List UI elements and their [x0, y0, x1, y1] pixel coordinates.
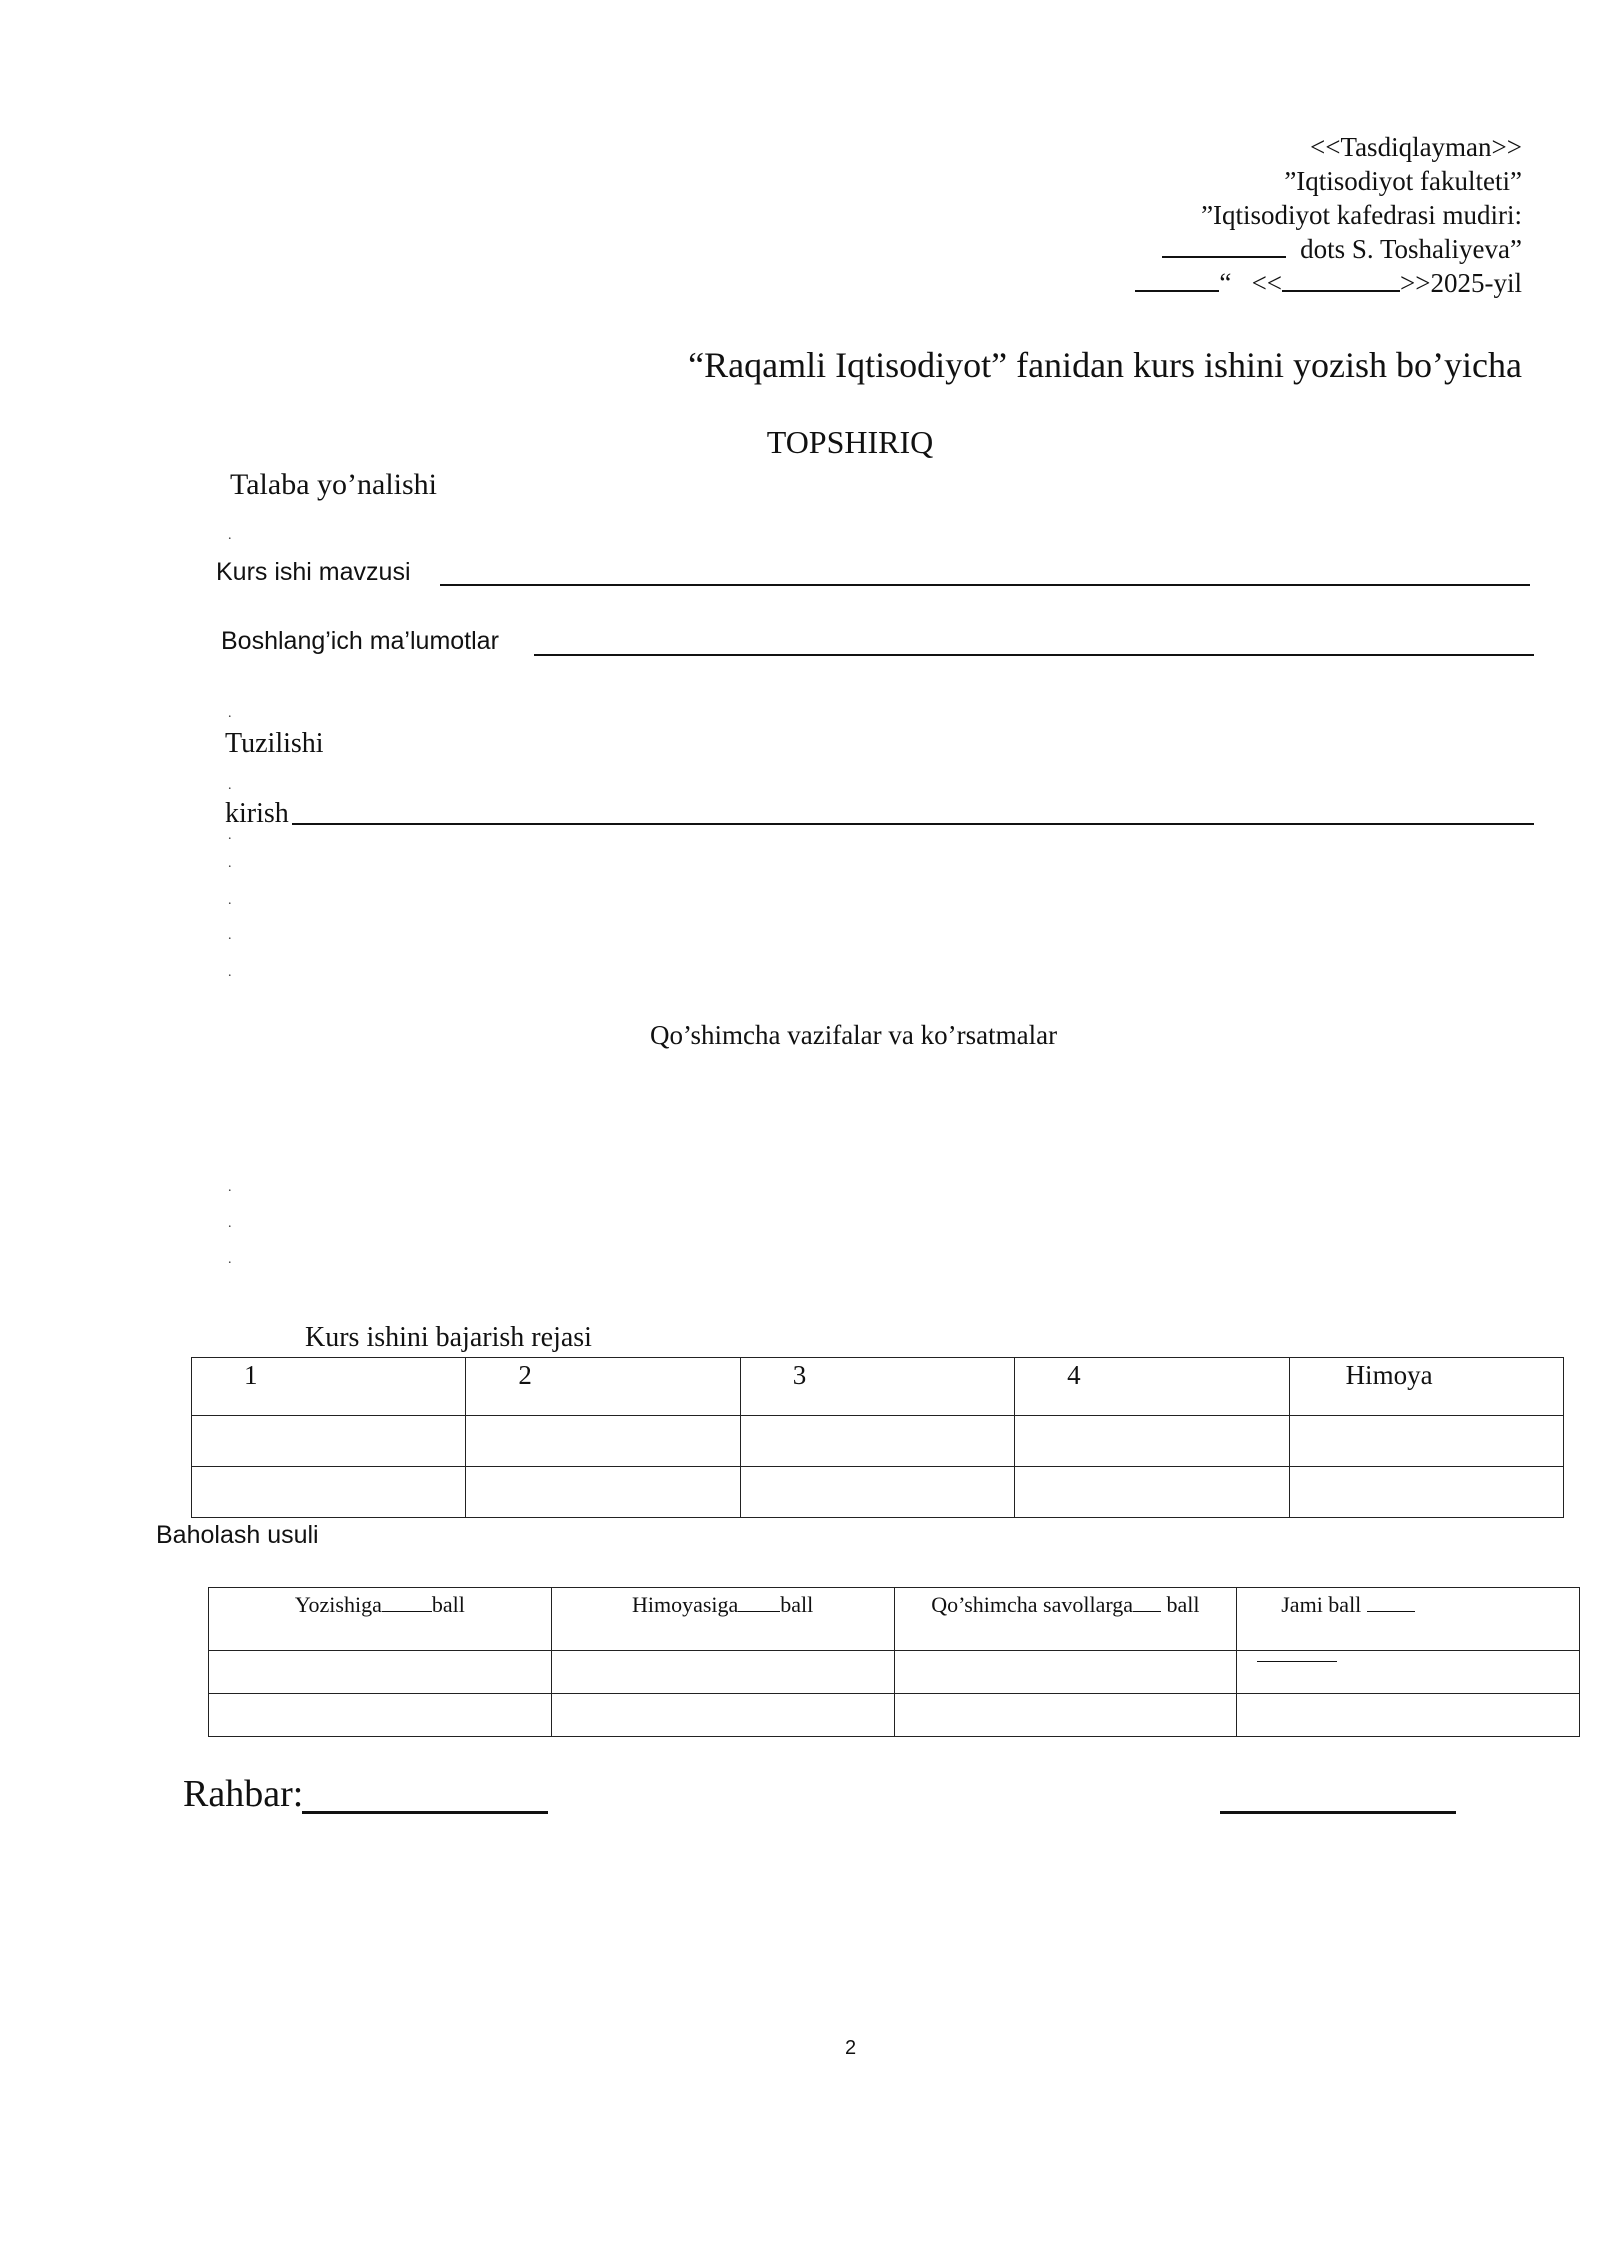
signature-blank — [1162, 232, 1286, 258]
approval-line-4 — [1162, 232, 1522, 266]
plan-cell[interactable] — [466, 1416, 740, 1467]
evaluation-header-label: Yozishiga — [294, 1592, 382, 1617]
evaluation-table — [208, 1587, 1580, 1737]
evaluation-header-label: Himoyasiga — [631, 1592, 739, 1617]
evaluation-header-cell — [209, 1588, 552, 1651]
evaluation-header-label: Qo’shimcha savollarga — [931, 1592, 1134, 1617]
supervisor-signature-line[interactable] — [302, 1811, 548, 1814]
date-quote: “ — [1219, 268, 1232, 298]
bullet-marker: . — [228, 778, 232, 793]
plan-row — [192, 1416, 1564, 1467]
plan-cell[interactable] — [1289, 1416, 1563, 1467]
plan-header-cell: Himoya — [1289, 1358, 1563, 1416]
plan-header-cell: 2 — [466, 1358, 740, 1416]
total-blank[interactable] — [1257, 1651, 1337, 1662]
plan-cell[interactable] — [466, 1467, 740, 1518]
extra-tasks-heading: Qo’shimcha vazifalar va ko’rsatmalar — [650, 1020, 1058, 1050]
plan-header-cell: 3 — [740, 1358, 1014, 1416]
evaluation-cell[interactable] — [551, 1694, 894, 1737]
plan-header-row — [192, 1358, 1564, 1416]
bullet-marker: . — [228, 1180, 232, 1195]
evaluation-cell[interactable] — [209, 1694, 552, 1737]
intro-line[interactable] — [292, 823, 1534, 825]
plan-cell[interactable] — [1015, 1416, 1289, 1467]
bullet-marker: . — [228, 706, 232, 721]
plan-table — [191, 1357, 1564, 1518]
evaluation-cell[interactable] — [1237, 1694, 1580, 1737]
plan-cell[interactable] — [740, 1416, 1014, 1467]
score-blank[interactable] — [382, 1593, 432, 1612]
approval-line-2: ”Iqtisodiyot fakulteti” — [1284, 166, 1522, 196]
bullet-marker: . — [228, 1252, 232, 1267]
evaluation-header-suffix: ball — [431, 1592, 465, 1617]
date-open: << — [1251, 268, 1283, 298]
evaluation-row — [209, 1694, 1580, 1737]
score-blank[interactable] — [1367, 1593, 1415, 1612]
evaluation-cell[interactable] — [1237, 1651, 1580, 1694]
supervisor-label: Rahbar: — [183, 1773, 304, 1815]
evaluation-cell[interactable] — [894, 1651, 1237, 1694]
evaluation-cell[interactable] — [209, 1651, 552, 1694]
approver-name: dots S. Toshaliyeva” — [1300, 234, 1522, 264]
bullet-marker: . — [228, 965, 232, 980]
plan-row — [192, 1467, 1564, 1518]
evaluation-header-suffix: ball — [1161, 1592, 1200, 1617]
supervisor-name-line[interactable] — [1220, 1811, 1456, 1814]
bullet-marker: . — [228, 1216, 232, 1231]
plan-cell[interactable] — [192, 1416, 466, 1467]
evaluation-header-cell — [551, 1588, 894, 1651]
initial-data-label: Boshlang’ich ma’lumotlar — [221, 627, 499, 655]
score-blank[interactable] — [738, 1593, 780, 1612]
document-subject: “Raqamli Iqtisodiyot” fanidan kurs ishini yozish bo’yicha — [688, 345, 1522, 385]
plan-header-cell: 1 — [192, 1358, 466, 1416]
initial-data-line[interactable] — [534, 654, 1534, 656]
evaluation-caption: Baholash usuli — [156, 1521, 319, 1549]
evaluation-header-label: Jami ball — [1281, 1592, 1362, 1617]
intro-label: kirish — [225, 798, 289, 829]
bullet-marker: . — [228, 828, 232, 843]
evaluation-cell[interactable] — [551, 1651, 894, 1694]
plan-cell[interactable] — [192, 1467, 466, 1518]
month-blank — [1282, 266, 1400, 292]
plan-cell[interactable] — [1015, 1467, 1289, 1518]
bullet-marker: . — [228, 528, 232, 543]
page-number: 2 — [845, 2037, 857, 2059]
plan-cell[interactable] — [740, 1467, 1014, 1518]
course-topic-label: Kurs ishi mavzusi — [216, 558, 411, 586]
score-blank[interactable] — [1133, 1593, 1161, 1612]
document-heading: TOPSHIRIQ — [766, 424, 934, 460]
approval-line-1: <<Tasdiqlayman>> — [1310, 132, 1522, 162]
date-year: >>2025-yil — [1400, 268, 1522, 298]
plan-caption: Kurs ishini bajarish rejasi — [305, 1322, 592, 1353]
plan-header-cell: 4 — [1015, 1358, 1289, 1416]
evaluation-header-row — [209, 1588, 1580, 1651]
evaluation-row — [209, 1651, 1580, 1694]
course-topic-line[interactable] — [440, 584, 1530, 586]
evaluation-header-cell — [1237, 1588, 1580, 1651]
approval-date-line — [1135, 266, 1522, 300]
approval-line-3: ”Iqtisodiyot kafedrasi mudiri: — [1201, 200, 1522, 230]
plan-cell[interactable] — [1289, 1467, 1563, 1518]
bullet-marker: . — [228, 928, 232, 943]
student-direction-label: Talaba yo’nalishi — [230, 468, 437, 501]
day-blank — [1135, 266, 1219, 292]
bullet-marker: . — [228, 856, 232, 871]
bullet-marker: . — [228, 893, 232, 908]
evaluation-cell[interactable] — [894, 1694, 1237, 1737]
evaluation-header-cell — [894, 1588, 1237, 1651]
evaluation-header-suffix: ball — [780, 1592, 814, 1617]
structure-label: Tuzilishi — [225, 728, 324, 759]
